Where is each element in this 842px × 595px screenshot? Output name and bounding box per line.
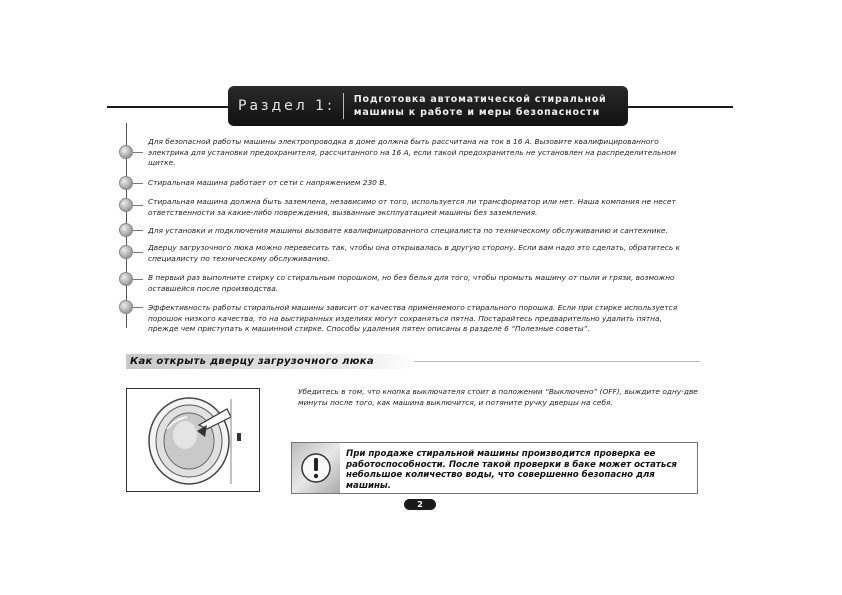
bullet-tick — [133, 205, 143, 206]
section-header — [228, 86, 628, 126]
bullet-tick — [133, 183, 143, 184]
bullet-icon — [119, 145, 133, 159]
header-separator — [343, 93, 344, 119]
section-label: Раздел 1: — [238, 98, 335, 114]
safety-item: Эффективность работы стиральной машины зависит от качества применяемого стирального порошка. Если при стирке используется порошок низкого качества, то на выстиранных изделиях могут сохраняться пятна. Постарайтесь предварительно удалить пятна, прежде чем приступать к машинной стирке. Способы удаления пятен описаны в разделе 6 “Полезные советы”. — [148, 303, 678, 333]
bullet-icon — [119, 245, 133, 259]
subsection-rule — [414, 361, 700, 362]
subsection-heading: Как открыть дверцу загрузочного люка — [130, 356, 374, 367]
page-number: 2 — [404, 499, 436, 510]
bullet-icon — [119, 272, 133, 286]
warning-icon-panel — [292, 443, 340, 493]
section-title — [354, 93, 607, 119]
bullet-icon — [119, 198, 133, 212]
exclamation-icon — [292, 443, 340, 493]
door-instruction: Убедитесь в том, что кнопка выключателя стоит в положении “Выключено” (OFF), выждите одну-две минуты после того, как машина выключится, и потяните ручку дверцы на себя. — [298, 387, 698, 407]
bullet-tick — [133, 152, 143, 153]
door-illustration — [126, 388, 260, 492]
bullet-tick — [133, 230, 143, 231]
bullet-tick — [133, 279, 143, 280]
section-title-line-1: Подготовка автоматической стиральной — [353, 94, 607, 105]
safety-item: Стиральная машина должна быть заземлена, независимо от того, используется ли трансформатор или нет. Наша компания не несет ответственности за какие-либо повреждения, вызванные эксплуатацией машины без заземления. — [148, 197, 676, 217]
safety-item: Стиральная машина работает от сети с напряжением 230 В. — [148, 178, 387, 187]
bullet-tick — [133, 252, 143, 253]
section-title-line-2: машины к работе и меры безопасности — [353, 107, 601, 118]
washer-door-icon — [127, 389, 259, 491]
safety-item: Для установки и подключения машины вызовите квалифицированного специалиста по техническому обслуживанию и сантехнике. — [148, 226, 668, 235]
bullet-tick — [133, 307, 143, 308]
bullet-icon — [119, 300, 133, 314]
bullet-icon — [119, 223, 133, 237]
warning-text: При продаже стиральной машины производится проверка ее работоспособности. После такой проверки в баке может остаться небольшое количество воды, что совершенно безопасно для машины. — [346, 449, 677, 491]
safety-item: Дверцу загрузочного люка можно перевесить так, чтобы она открывалась в другую сторону. Если вам надо это сделать, обратитесь к специалисту по техническому обслуживанию. — [148, 243, 681, 263]
safety-item: Для безопасной работы машины электропроводка в доме должна быть рассчитана на ток в 16 А. Вызовите квалифицированного электрика для установки предохранителя, рассчитанного на 16 А, если такой предохранитель не установлен на распределительном щитке. — [148, 137, 677, 167]
bullet-icon — [119, 176, 133, 190]
safety-item: В первый раз выполните стирку со стиральным порошком, но без белья для того, чтобы промыть машину от пыли и грязи, возможно оставшейся после производства. — [148, 273, 675, 293]
